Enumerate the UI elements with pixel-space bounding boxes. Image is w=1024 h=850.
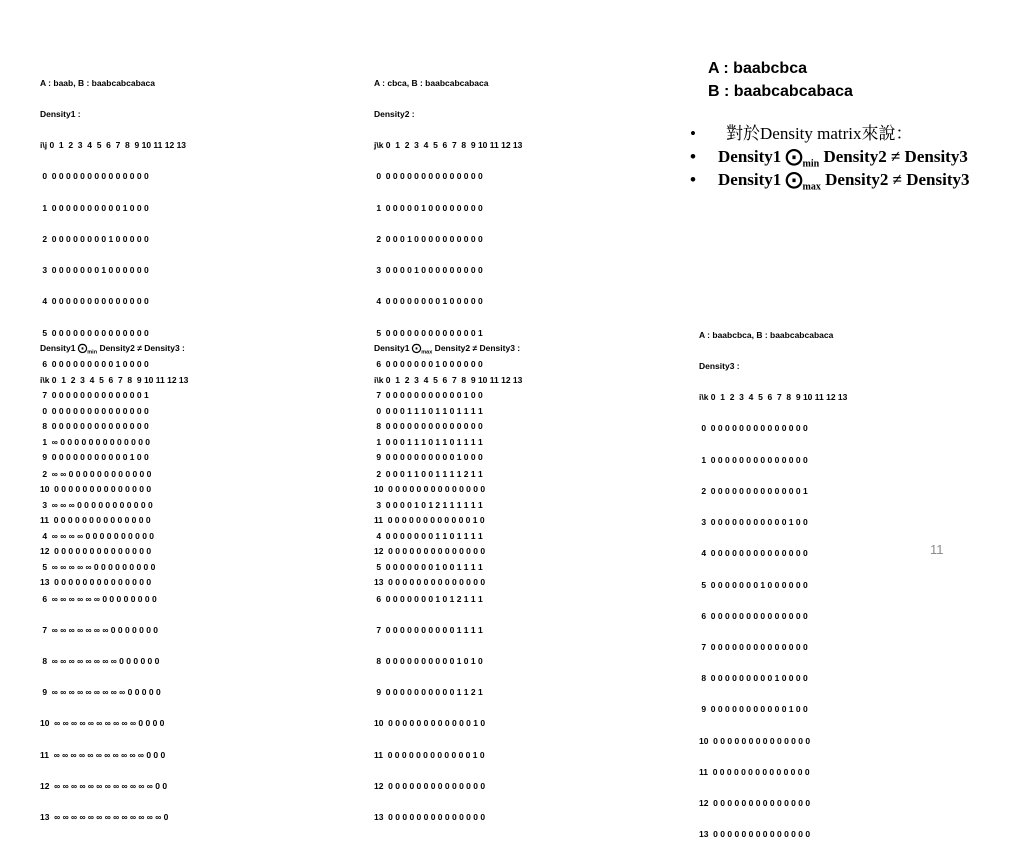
odot-operator-icon: ⨀ <box>77 342 88 354</box>
matrix-row: 11 0 0 0 0 0 0 0 0 0 0 0 0 0 0 <box>40 514 151 525</box>
matrix-row: 4 0 0 0 0 0 0 0 1 1 0 1 1 1 1 <box>374 531 483 542</box>
matrix-row: 10 ∞ ∞ ∞ ∞ ∞ ∞ ∞ ∞ ∞ ∞ 0 0 0 0 <box>40 718 165 729</box>
matrix-row: 7 0 0 0 0 0 0 0 0 0 0 0 0 0 0 <box>699 642 808 652</box>
matrix-row: 13 0 0 0 0 0 0 0 0 0 0 0 0 0 0 <box>699 829 811 840</box>
matrix-row: 6 ∞ ∞ ∞ ∞ ∞ ∞ 0 0 0 0 0 0 0 0 <box>40 593 157 604</box>
page-number: 11 <box>930 542 944 557</box>
bullet-text-pre: Density1 <box>718 170 786 189</box>
matrix-row: 1 0 0 0 0 0 0 0 0 0 0 1 0 0 0 <box>40 202 149 213</box>
matrix-row: 1 0 0 0 0 0 1 0 0 0 0 0 0 0 0 <box>374 202 483 213</box>
matrix-label: Density3 : <box>699 361 740 372</box>
matrix-row: 13 0 0 0 0 0 0 0 0 0 0 0 0 0 0 <box>374 577 486 588</box>
matrix-row: 6 0 0 0 0 0 0 0 1 0 1 2 1 1 1 <box>374 593 483 604</box>
operator-subscript: min <box>802 158 820 170</box>
matrix-row: 9 0 0 0 0 0 0 0 0 0 0 1 1 2 1 <box>374 687 483 698</box>
matrix-row: 10 0 0 0 0 0 0 0 0 0 0 0 0 1 0 <box>374 718 486 729</box>
matrix-row: 10 0 0 0 0 0 0 0 0 0 0 0 0 0 0 <box>699 735 811 746</box>
matrix-column-header: i\k 0 1 2 3 4 5 6 7 8 9 10 11 12 13 <box>40 375 189 386</box>
matrix-row: 0 0 0 0 0 0 0 0 0 0 0 0 0 0 0 <box>374 171 483 182</box>
label-text-pre: Density1 <box>40 342 78 353</box>
density3-matrix <box>699 309 847 850</box>
odot-operator-icon: ⨀ <box>785 147 803 166</box>
matrix-row: 1 ∞ 0 0 0 0 0 0 0 0 0 0 0 0 0 <box>40 437 151 448</box>
matrix-label <box>40 343 188 354</box>
matrix-row: 3 0 0 0 0 1 0 1 2 1 1 1 1 1 1 <box>374 499 483 510</box>
matrix-row: 4 0 0 0 0 0 0 0 0 1 0 0 0 0 0 <box>374 296 483 307</box>
odot-operator-icon: ⨀ <box>411 342 422 354</box>
bullet-intro: • 對於Density matrix來說： <box>690 122 970 145</box>
matrix-label: Density1 : <box>40 109 81 120</box>
bullet-text-post: Density2 ≠ Density3 <box>819 147 968 166</box>
matrix-column-header: i\k 0 1 2 3 4 5 6 7 8 9 10 11 12 13 <box>699 392 848 403</box>
operator-subscript: min <box>87 349 98 356</box>
matrix-row: 12 ∞ ∞ ∞ ∞ ∞ ∞ ∞ ∞ ∞ ∞ ∞ ∞ 0 0 <box>40 780 168 791</box>
matrix-row: 2 0 0 0 1 1 0 0 1 1 1 1 2 1 1 <box>374 468 483 479</box>
matrix-row: 3 ∞ ∞ ∞ 0 0 0 0 0 0 0 0 0 0 0 <box>40 499 153 510</box>
string-b-title: B : baabcabcabaca <box>708 83 853 100</box>
matrix-row: 2 0 0 0 0 0 0 0 0 0 0 0 0 0 1 <box>699 485 808 496</box>
matrix-column-header: i\j 0 1 2 3 4 5 6 7 8 9 10 11 12 13 <box>40 140 187 151</box>
matrix-row: 8 ∞ ∞ ∞ ∞ ∞ ∞ ∞ ∞ 0 0 0 0 0 0 <box>40 656 160 666</box>
matrix-row: 8 0 0 0 0 0 0 0 0 0 1 0 0 0 0 <box>699 673 808 684</box>
matrix-row: 3 0 0 0 0 0 0 0 0 0 0 0 1 0 0 <box>699 517 808 528</box>
bullet-text-pre: Density1 <box>718 147 786 166</box>
property-bullet-list <box>690 122 970 191</box>
matrix-row: 7 ∞ ∞ ∞ ∞ ∞ ∞ ∞ 0 0 0 0 0 0 0 <box>40 624 159 635</box>
matrix-column-header: j\k 0 1 2 3 4 5 6 7 8 9 10 11 12 13 <box>374 140 523 151</box>
matrix-row: 2 0 0 0 0 0 0 0 0 1 0 0 0 0 0 <box>40 233 149 244</box>
matrix-row: 0 0 0 0 0 0 0 0 0 0 0 0 0 0 0 <box>40 406 149 417</box>
matrix-row: 7 0 0 0 0 0 0 0 0 0 0 1 1 1 1 <box>374 624 483 635</box>
matrix-row: 5 0 0 0 0 0 0 0 0 0 0 0 0 0 1 <box>374 327 483 338</box>
matrix-row: 8 0 0 0 0 0 0 0 0 0 0 0 0 0 0 <box>40 421 149 432</box>
matrix-row: 12 0 0 0 0 0 0 0 0 0 0 0 0 0 0 <box>374 546 486 557</box>
label-text-pre: Density1 <box>374 342 412 353</box>
matrix-row: 7 0 0 0 0 0 0 0 0 0 0 0 0 0 1 <box>40 390 149 400</box>
max-product-matrix <box>374 322 522 833</box>
matrix-row: 5 0 0 0 0 0 0 0 0 0 0 0 0 0 0 <box>40 327 149 338</box>
odot-operator-icon: ⨀ <box>785 170 803 189</box>
matrix-row: 8 0 0 0 0 0 0 0 0 0 0 1 0 1 0 <box>374 656 483 666</box>
matrix-row: 10 0 0 0 0 0 0 0 0 0 0 0 0 0 0 <box>40 483 152 494</box>
matrix-row: 11 ∞ ∞ ∞ ∞ ∞ ∞ ∞ ∞ ∞ ∞ ∞ 0 0 0 <box>40 749 166 760</box>
matrix-row: 4 ∞ ∞ ∞ ∞ 0 0 0 0 0 0 0 0 0 0 <box>40 531 155 542</box>
matrix-column-header: i\k 0 1 2 3 4 5 6 7 8 9 10 11 12 13 <box>374 375 523 386</box>
label-text-post: Density2 ≠ Density3 : <box>97 342 185 353</box>
matrix-row: 6 0 0 0 0 0 0 0 1 0 0 0 0 0 0 <box>374 358 483 369</box>
matrix-row: 9 ∞ ∞ ∞ ∞ ∞ ∞ ∞ ∞ ∞ 0 0 0 0 0 <box>40 687 161 698</box>
matrix-row: 1 0 0 0 1 1 1 0 1 1 0 1 1 1 1 <box>374 437 483 448</box>
matrix-row: 5 0 0 0 0 0 0 0 1 0 0 0 0 0 0 <box>699 579 808 590</box>
matrix-row: 11 0 0 0 0 0 0 0 0 0 0 0 0 1 0 <box>374 514 485 525</box>
matrix-header: A : cbca, B : baabcabcabaca <box>374 77 489 88</box>
matrix-row: 0 0 0 0 0 0 0 0 0 0 0 0 0 0 0 <box>699 423 808 434</box>
operator-subscript: max <box>802 181 821 193</box>
matrix-row: 12 0 0 0 0 0 0 0 0 0 0 0 0 0 0 <box>374 780 486 791</box>
matrix-row: 3 0 0 0 0 1 0 0 0 0 0 0 0 0 0 <box>374 265 483 276</box>
matrix-row: 8 0 0 0 0 0 0 0 0 0 0 0 0 0 0 <box>374 421 483 432</box>
matrix-label: Density2 : <box>374 109 415 120</box>
matrix-row: 12 0 0 0 0 0 0 0 0 0 0 0 0 0 0 <box>699 798 811 809</box>
matrix-row: 6 0 0 0 0 0 0 0 0 0 0 0 0 0 0 <box>699 610 808 621</box>
min-product-matrix <box>40 322 188 833</box>
matrix-row: 7 0 0 0 0 0 0 0 0 0 0 0 1 0 0 <box>374 390 483 400</box>
matrix-row: 9 0 0 0 0 0 0 0 0 0 0 1 0 0 0 <box>374 452 483 463</box>
matrix-row: 1 0 0 0 0 0 0 0 0 0 0 0 0 0 0 <box>699 454 808 465</box>
label-text-post: Density2 ≠ Density3 : <box>432 342 521 353</box>
bullet-max-inequality <box>690 168 970 191</box>
matrix-row: 13 0 0 0 0 0 0 0 0 0 0 0 0 0 0 <box>374 812 486 823</box>
matrix-row: 9 0 0 0 0 0 0 0 0 0 0 0 1 0 0 <box>40 452 149 463</box>
matrix-row: 12 0 0 0 0 0 0 0 0 0 0 0 0 0 0 <box>40 546 152 557</box>
bullet-text-post: Density2 ≠ Density3 <box>820 170 970 189</box>
matrix-row: 10 0 0 0 0 0 0 0 0 0 0 0 0 0 0 <box>374 483 486 494</box>
bullet-min-inequality <box>690 145 970 168</box>
matrix-header: A : baab, B : baabcabcabaca <box>40 77 155 88</box>
matrix-row: 4 0 0 0 0 0 0 0 0 0 0 0 0 0 0 <box>40 296 149 307</box>
matrix-row: 5 ∞ ∞ ∞ ∞ ∞ 0 0 0 0 0 0 0 0 0 <box>40 562 156 573</box>
matrix-row: 11 0 0 0 0 0 0 0 0 0 0 0 0 1 0 <box>374 749 485 760</box>
matrix-row: 2 ∞ ∞ 0 0 0 0 0 0 0 0 0 0 0 0 <box>40 468 152 479</box>
matrix-row: 11 0 0 0 0 0 0 0 0 0 0 0 0 0 0 <box>699 766 810 777</box>
matrix-row: 13 0 0 0 0 0 0 0 0 0 0 0 0 0 0 <box>40 577 152 588</box>
matrix-row: 6 0 0 0 0 0 0 0 0 0 1 0 0 0 0 <box>40 358 149 369</box>
matrix-header: A : baabcbca, B : baabcabcabaca <box>699 329 834 340</box>
matrix-row: 0 0 0 0 0 0 0 0 0 0 0 0 0 0 0 <box>40 171 149 182</box>
operator-subscript: max <box>421 349 433 356</box>
matrix-row: 3 0 0 0 0 0 0 0 1 0 0 0 0 0 0 <box>40 265 149 276</box>
matrix-label <box>374 343 522 354</box>
matrix-row: 0 0 0 0 1 1 1 0 1 1 0 1 1 1 1 <box>374 406 483 417</box>
matrix-row: 2 0 0 0 1 0 0 0 0 0 0 0 0 0 0 <box>374 233 483 244</box>
string-a-title: A : baabcbca <box>708 60 807 77</box>
matrix-row: 13 ∞ ∞ ∞ ∞ ∞ ∞ ∞ ∞ ∞ ∞ ∞ ∞ ∞ 0 <box>40 812 169 823</box>
matrix-row: 9 0 0 0 0 0 0 0 0 0 0 0 1 0 0 <box>699 704 808 715</box>
matrix-row: 4 0 0 0 0 0 0 0 0 0 0 0 0 0 0 <box>699 548 808 559</box>
matrix-row: 5 0 0 0 0 0 0 0 1 0 0 1 1 1 1 <box>374 562 483 573</box>
